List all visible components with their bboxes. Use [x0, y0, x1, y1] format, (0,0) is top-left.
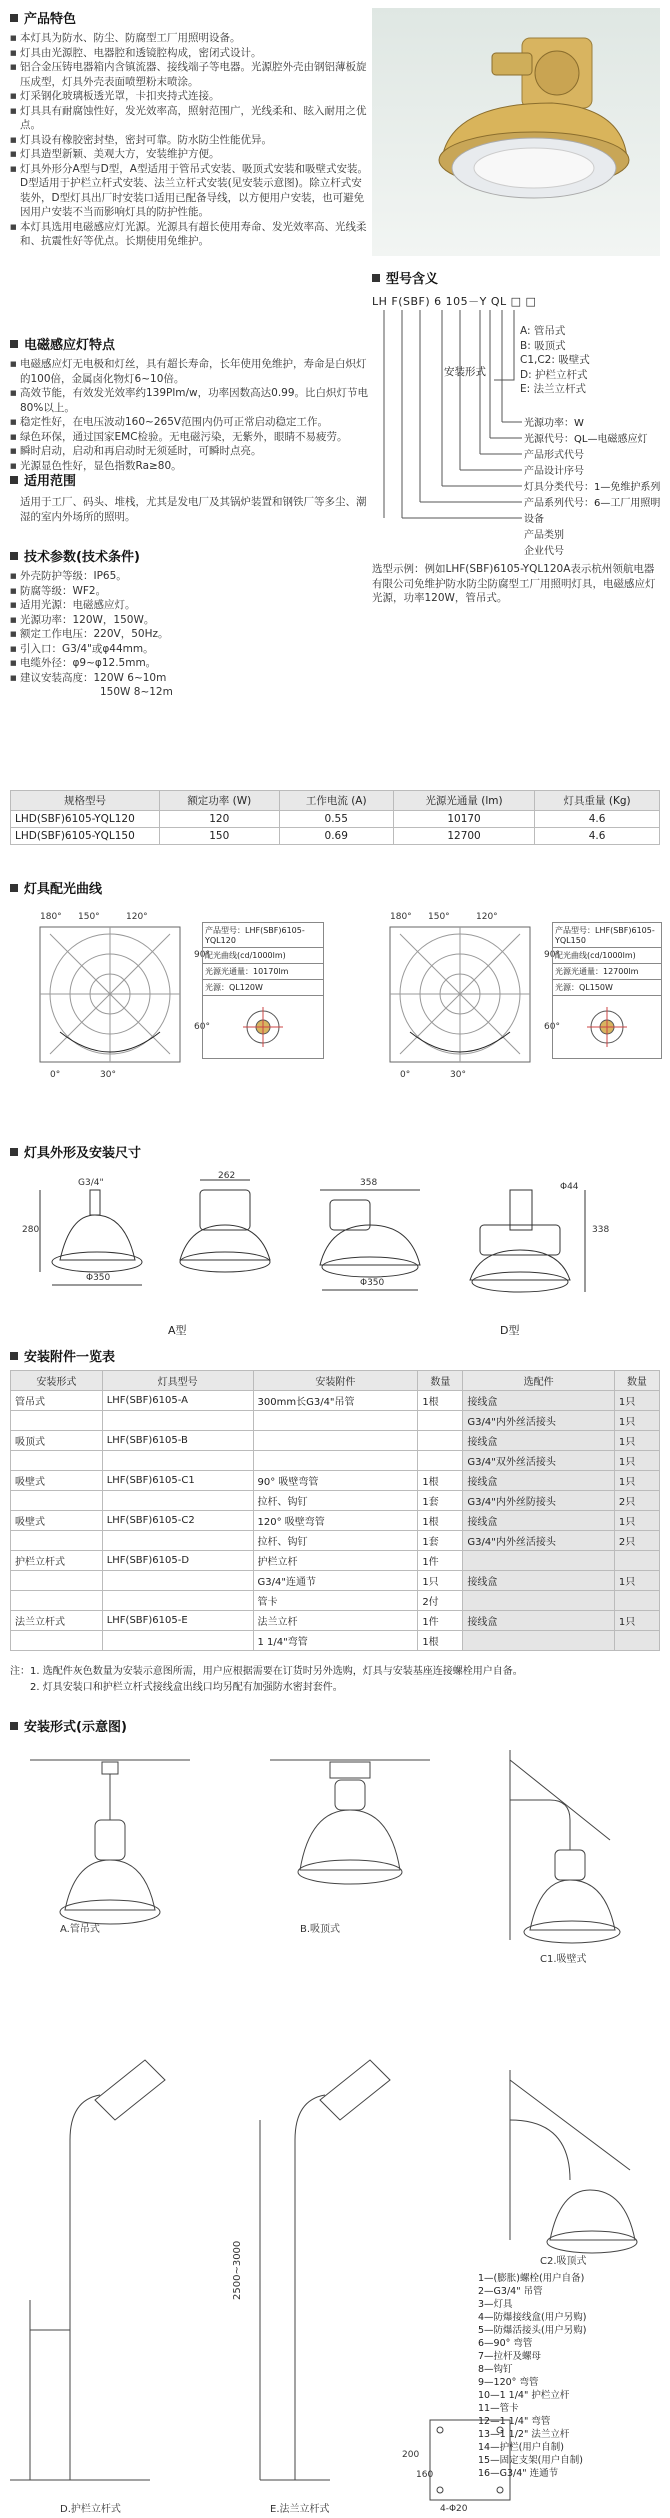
table-header: 数量 — [418, 1371, 463, 1391]
angle-label: 90° — [194, 950, 210, 960]
base-200-label: 200 — [402, 2450, 420, 2460]
table-header: 安装附件 — [253, 1371, 418, 1391]
table-header-row — [11, 1371, 660, 1391]
model-bracket-lines — [372, 310, 522, 520]
list-item: ■ 电磁感应灯无电极和灯丝，具有超长寿命，长年使用免维护，寿命是白炽灯的100倍，金属卤化物灯6~10倍。 — [10, 357, 370, 386]
list-item: ■ 本灯具选用电磁感应灯光源。光源具有超长使用寿命、发光效率高、光线柔和、抗震性好等优点。长期使用免维护。 — [10, 220, 370, 249]
dim-280: 280 — [22, 1225, 40, 1235]
dim-g34: G3/4" — [78, 1178, 104, 1188]
tech-title: 技术参数(技术条件) — [10, 546, 370, 565]
table-cell: 10170 — [393, 811, 534, 828]
table-header: 规格型号 — [11, 791, 160, 811]
table-cell: 0.69 — [279, 828, 393, 845]
legend-item: 6—90° 弯管 — [478, 2338, 533, 2349]
product-photo — [372, 8, 660, 256]
list-item: ■ 额定工作电压：220V，50Hz。 — [10, 627, 370, 642]
angle-label: 30° — [100, 1070, 116, 1080]
legend-item: 10—1 1/4" 护栏立杆 — [478, 2390, 570, 2401]
scope-section — [10, 470, 370, 524]
install-label-b: B.吸顶式 — [300, 1924, 341, 1935]
list-item: ■ 灯具具有耐腐蚀性好，发光效率高，照射范围广，光线柔和、眩入耐用之优点。 — [10, 104, 370, 133]
legend-item: 16—G3/4" 连通节 — [478, 2468, 559, 2479]
legend-item: 1—(膨胀)螺栓(用户自备) — [478, 2273, 585, 2284]
dim-44: Φ44 — [560, 1182, 579, 1192]
features-title: 产品特色 — [10, 8, 370, 27]
model-title: 型号含义 — [372, 268, 662, 287]
accessories-table — [10, 1370, 660, 1651]
table-row — [11, 828, 660, 845]
height-label: 2500~3000 — [232, 2240, 243, 2300]
install-options — [520, 324, 590, 397]
square-bullet-icon — [372, 274, 380, 282]
option-a: A: 管吊式 — [520, 325, 566, 337]
angle-label: 60° — [194, 1022, 210, 1032]
table-row: 吸壁式 LHF(SBF)6105-C1 90° 吸壁弯管 1根 接线盒 1只 — [11, 1471, 660, 1491]
table-header: 工作电流 (A) — [279, 791, 393, 811]
table-row: 拉杆、钩钉 1套 G3/4"内外丝防接头 2只 — [11, 1491, 660, 1511]
legend-item: 2—G3/4" 吊管 — [478, 2286, 543, 2297]
table-row: 吸壁式 LHF(SBF)6105-C2 120° 吸壁弯管 1根 接线盒 1只 — [11, 1511, 660, 1531]
notes — [10, 1664, 523, 1696]
scope-text: 适用于工厂、码头、堆栈，尤其是发电厂及其锅炉装置和钢铁厂等多尘、潮湿的室内外场所的照明。 — [20, 496, 367, 523]
table-cell: 150 — [160, 828, 280, 845]
curve-left — [30, 912, 320, 1102]
table-row: G3/4"双外丝活接头 1只 — [11, 1451, 660, 1471]
list-item: ■ 灯具设有橡胶密封垫，密封可靠。防水防尘性能优异。 — [10, 133, 370, 148]
model-label: 灯具分类代号：1—免维护系列 — [524, 482, 661, 493]
table-row: 管吊式 LHF(SBF)6105-A 300mm长G3/4"吊管 1根 接线盒 1只 — [11, 1391, 660, 1411]
base-holes-label: 4-Φ20 — [440, 2504, 468, 2514]
square-bullet-icon — [10, 1722, 18, 1730]
dim-262: 262 — [218, 1171, 236, 1181]
angle-label: 180° — [390, 912, 412, 922]
list-item: ■ 稳定性好，在电压波动160~265V范围内仍可正常启动稳定工作。 — [10, 415, 370, 430]
list-item: ■ 适用光源：电磁感应灯。 — [10, 598, 370, 613]
square-bullet-icon — [10, 1148, 18, 1156]
legend-item: 4—防爆接线盒(用户另购) — [478, 2312, 587, 2323]
legend-item: 11—管卡 — [478, 2403, 519, 2414]
install-title: 安装形式(示意图) — [10, 1716, 127, 1735]
angle-label: 0° — [50, 1070, 61, 1080]
features-list — [10, 31, 370, 249]
table-row — [11, 811, 660, 828]
square-bullet-icon — [10, 14, 18, 22]
model-code: LH F(SBF) 6 105－Y QL □ □ — [372, 295, 537, 308]
table-cell: 4.6 — [535, 811, 660, 828]
square-bullet-icon — [10, 552, 18, 560]
install-label-c2: C2.吸顶式 — [540, 2256, 587, 2267]
list-item: ■ 瞬时启动，启动和再启动时无须延时，可瞬时点亮。 — [10, 444, 370, 459]
legend-item: 7—拉杆及螺母 — [478, 2351, 542, 2362]
list-item: ■ 引入口：G3/4"或φ44mm。 — [10, 642, 370, 657]
table-row: G3/4"内外丝活接头 1只 — [11, 1411, 660, 1431]
list-item: ■ 灯具外形分A型与D型，A型适用于管吊式安装、吸顶式安装和吸壁式安装。D型适用于护栏立杆式安装、法兰立杆式安装(见安装示意图)。除立杆式安装外，D型灯具出厂时安装口适用已配备导线，以方便用户安装，也可避免因用户安装不当而影响灯具的防护性能。 — [10, 162, 370, 220]
legend-item: 9—120° 弯管 — [478, 2377, 539, 2388]
dim-350: Φ350 — [86, 1273, 111, 1283]
note-1: 注：1. 选配件灰色数量为安装示意图所需，用户应根据需要在订货时另外选购，灯具与安装基座连接螺栓用户自备。 — [10, 1666, 523, 1677]
legend-item: 15—固定支架(用户自制) — [478, 2455, 584, 2466]
table-header: 光源光通量 (lm) — [393, 791, 534, 811]
list-item: ■ 灯具造型新颖、美观大方，安装维护方便。 — [10, 147, 370, 162]
table-row: G3/4"连通节 1只 接线盒 1只 — [11, 1571, 660, 1591]
option-c: C1,C2: 吸壁式 — [520, 354, 590, 366]
features-section — [10, 8, 370, 249]
lamp-top-icon — [203, 996, 323, 1058]
tech-list — [10, 569, 370, 685]
list-item: ■ 灯采钢化玻璃板透光罩，卡扣夹持式连接。 — [10, 89, 370, 104]
dim-338: 338 — [592, 1225, 610, 1235]
induction-title: 电磁感应灯特点 — [10, 334, 370, 353]
table-row: 1 1/4"弯管 1根 — [11, 1631, 660, 1651]
install-form-label: 安装形式 — [444, 366, 486, 378]
square-bullet-icon — [10, 340, 18, 348]
table-row: 护栏立杆式 LHF(SBF)6105-D 护栏立杆 1件 — [11, 1551, 660, 1571]
angle-label: 0° — [400, 1070, 411, 1080]
table-cell: 4.6 — [535, 828, 660, 845]
table-header: 安装形式 — [11, 1371, 103, 1391]
legend-item: 14—护栏(用户自制) — [478, 2442, 565, 2453]
polar-grid-right — [380, 922, 540, 1072]
table-row: 拉杆、钩钉 1套 G3/4"内外丝活接头 2只 — [11, 1531, 660, 1551]
list-item: ■ 本灯具为防水、防尘、防腐型工厂用照明设备。 — [10, 31, 370, 46]
angle-label: 90° — [544, 950, 560, 960]
list-item: ■ 铝合金压铸电器箱内含镇流器、接线端子等电器。光源腔外壳由钢铝薄板旋压成型，灯具外壳表面喷塑粉末喷涂。 — [10, 60, 370, 89]
dims-title: 灯具外形及安装尺寸 — [10, 1142, 141, 1161]
square-bullet-icon — [10, 476, 18, 484]
angle-label: 60° — [544, 1022, 560, 1032]
list-item: ■ 光源功率：120W，150W。 — [10, 613, 370, 628]
curves-title: 灯具配光曲线 — [10, 878, 102, 897]
option-e: E: 法兰立杆式 — [520, 383, 587, 395]
d-type-label: D型 — [500, 1324, 520, 1337]
curve-info-right: 产品型号：LHF(SBF)6105-YQL150 配光曲线(cd/1000lm) 光源光通量：12700lm 光源：QL150W — [552, 922, 662, 1059]
induction-list — [10, 357, 370, 473]
table-header: 灯具型号 — [102, 1371, 253, 1391]
install-legend — [478, 2272, 586, 2480]
model-section — [372, 268, 662, 604]
model-label: 产品形式代号 — [524, 450, 584, 461]
model-label: 光源功率：W — [524, 418, 584, 429]
install-label-d: D.护栏立杆式 — [60, 2504, 121, 2515]
table-row: 管卡 2付 — [11, 1591, 660, 1611]
table-cell: LHD(SBF)6105-YQL120 — [11, 811, 160, 828]
table-cell: 12700 — [393, 828, 534, 845]
table-header: 灯具重量 (Kg) — [535, 791, 660, 811]
legend-item: 3—灯具 — [478, 2299, 513, 2310]
model-label: 企业代号 — [524, 546, 564, 557]
list-item: ■ 外壳防护等级：IP65。 — [10, 569, 370, 584]
square-bullet-icon — [10, 1352, 18, 1360]
accessories-title: 安装附件一览表 — [10, 1346, 115, 1365]
tech-height-150: 150W 8~12m — [100, 686, 173, 698]
dimension-drawings — [30, 1170, 650, 1345]
lamp-top-icon — [553, 996, 661, 1058]
lamp-illustration — [372, 8, 660, 256]
table-header-row — [11, 791, 660, 811]
install-label-c1: C1.吸壁式 — [540, 1954, 587, 1965]
table-row: 吸顶式 LHF(SBF)6105-B 接线盒 1只 — [11, 1431, 660, 1451]
model-labels — [524, 416, 662, 560]
table-cell: 0.55 — [279, 811, 393, 828]
angle-label: 30° — [450, 1070, 466, 1080]
install-label-e: E.法兰立杆式 — [270, 2504, 330, 2515]
table-row: 法兰立杆式 LHF(SBF)6105-E 法兰立杆 1件 接线盒 1只 — [11, 1611, 660, 1631]
list-item: ■ 电缆外径：φ9~φ12.5mm。 — [10, 656, 370, 671]
legend-item: 13—1 1/2" 法兰立杆 — [478, 2429, 570, 2440]
list-item: ■ 高效节能，有效发光效率约139Plm/w，功率因数高达0.99。比白炽灯节电80%以上。 — [10, 386, 370, 415]
base-160-label: 160 — [416, 2470, 434, 2480]
angle-label: 150° — [78, 912, 100, 922]
legend-item: 5—防爆活接头(用户另购) — [478, 2325, 587, 2336]
polar-grid-left — [30, 922, 190, 1072]
install-label-a: A.管吊式 — [60, 1924, 100, 1935]
table-header: 额定功率 (W) — [160, 791, 280, 811]
angle-label: 150° — [428, 912, 450, 922]
list-item: ■ 防腐等级：WF2。 — [10, 584, 370, 599]
angle-label: 120° — [126, 912, 148, 922]
scope-title: 适用范围 — [10, 470, 370, 489]
table-header: 选配件 — [463, 1371, 614, 1391]
curve-right — [380, 912, 670, 1102]
model-example: 选型示例：例如LHF(SBF)6105-YQL120A表示杭州领航电器有限公司免维护防水防尘防腐型工厂用照明灯具，电磁感应灯光源，功率120W，管吊式。 — [372, 563, 656, 604]
table-cell: LHD(SBF)6105-YQL150 — [11, 828, 160, 845]
list-item: ■ 绿色环保，通过国家EMC检验。无电磁污染，无紫外，眼睛不易疲劳。 — [10, 430, 370, 445]
angle-label: 180° — [40, 912, 62, 922]
model-label: 光源代号：QL—电磁感应灯 — [524, 434, 648, 445]
legend-item: 12—1 1/4" 弯管 — [478, 2416, 551, 2427]
option-d: D: 护栏立杆式 — [520, 368, 588, 381]
curve-info-left: 产品型号：LHF(SBF)6105-YQL120 配光曲线(cd/1000lm) 光源光通量：10170lm 光源：QL120W — [202, 922, 324, 1059]
list-item: ■ 光源显色性好，显色指数Ra≥80。 — [10, 459, 370, 474]
legend-item: 8—钩钉 — [478, 2364, 513, 2375]
angle-label: 120° — [476, 912, 498, 922]
list-item: ■ 建议安装高度：120W 6~10m — [10, 671, 370, 686]
note-2: 2. 灯具安装口和护栏立杆式接线盒出线口均另配有加强防水密封套件。 — [30, 1682, 343, 1693]
option-b: B: 吸顶式 — [520, 339, 566, 352]
a-type-label: A型 — [168, 1324, 187, 1337]
model-label: 产品类别 — [524, 530, 564, 541]
table-cell: 120 — [160, 811, 280, 828]
model-label: 产品系列代号：6—工厂用照明设备 — [524, 498, 661, 525]
spec-table — [10, 790, 660, 845]
dim-358: 358 — [360, 1178, 378, 1188]
model-label: 产品设计序号 — [524, 466, 584, 477]
square-bullet-icon — [10, 884, 18, 892]
list-item: ■ 灯具由光源腔、电器腔和透镜腔构成，密闭式设计。 — [10, 46, 370, 61]
tech-section — [10, 546, 370, 700]
induction-section — [10, 334, 370, 473]
table-header: 数量 — [614, 1371, 659, 1391]
dim-350b: Φ350 — [360, 1278, 385, 1288]
